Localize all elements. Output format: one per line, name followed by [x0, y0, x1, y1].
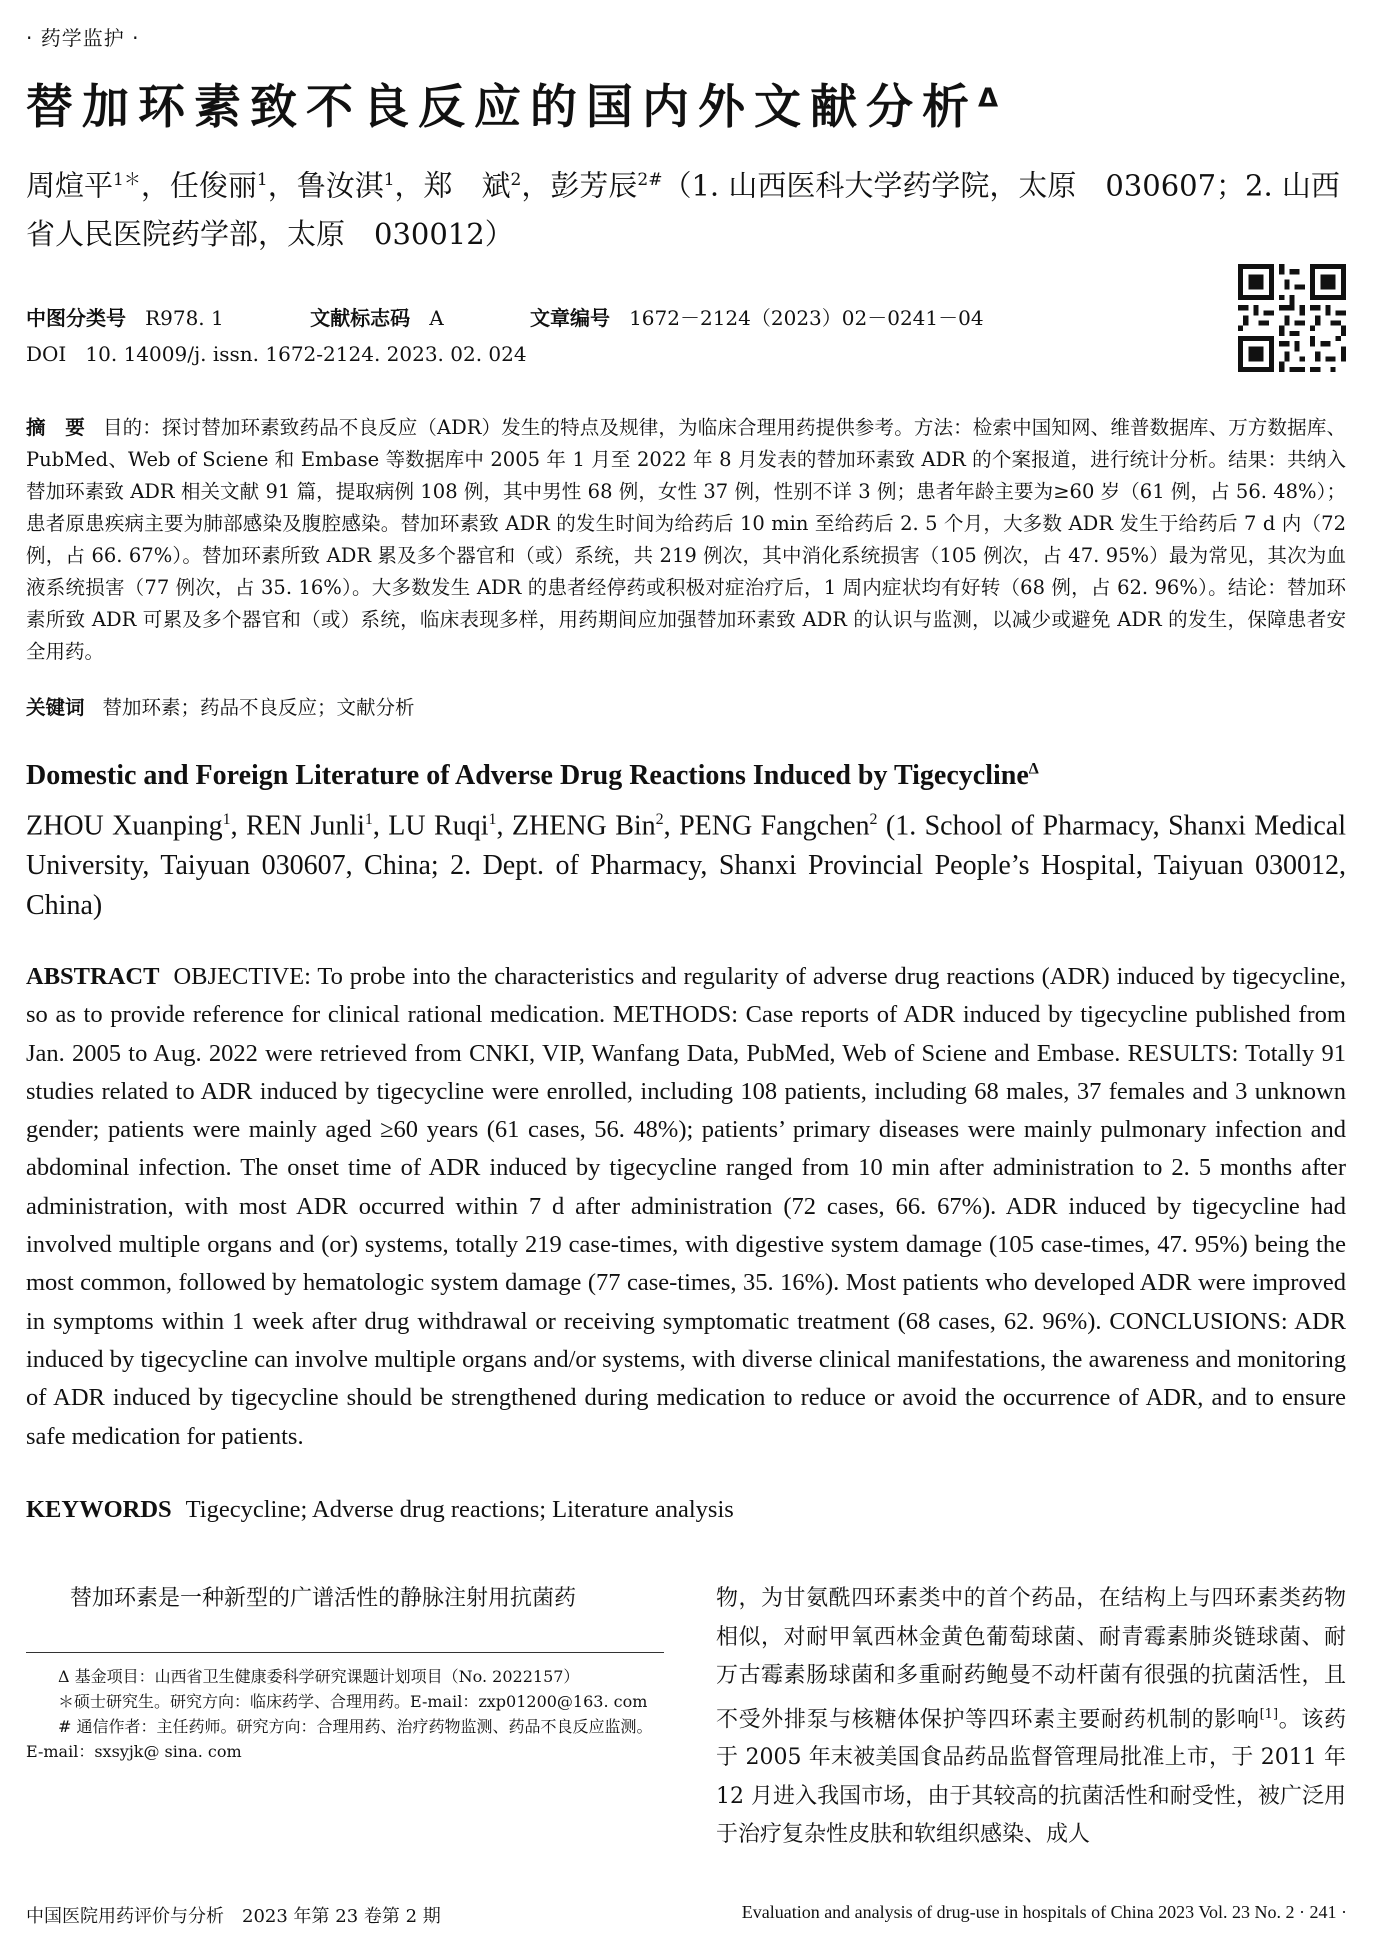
author-name-en: ZHOU Xuanping	[26, 810, 223, 842]
section-tag: · 药学监护 ·	[26, 26, 140, 50]
body-paragraph-right	[716, 1580, 1346, 1855]
author-name-en: , ZHENG Bin	[496, 810, 656, 842]
keywords-en-text: Tigecycline; Adverse drug reactions; Literature analysis	[185, 1496, 734, 1523]
affiliation-cn: （1. 山西医科大学药学院，太原 030607；2. 山西省人民医院药学部，太原 030012）	[26, 168, 1340, 251]
author-list-en	[26, 800, 1346, 926]
keywords-en	[26, 1496, 734, 1524]
footnote-divider	[26, 1652, 664, 1653]
author-name-en: , PENG Fangchen	[663, 810, 870, 842]
author-sup: 1	[256, 170, 268, 190]
doc-code-label: 文献标志码	[310, 306, 411, 330]
keywords-cn-text: 替加环素；药品不良反应；文献分析	[102, 696, 415, 719]
author-sup-en: 1	[488, 811, 497, 828]
author-sup-en: 1	[364, 811, 373, 828]
article-title-en	[26, 760, 1039, 792]
abstract-en-label: ABSTRACT	[26, 963, 160, 990]
title-fund-mark: Δ	[978, 83, 999, 114]
article-no-label: 文章编号	[530, 306, 610, 330]
title-en-text: Domestic and Foreign Literature of Adverse Drug Reactions Induced by Tigecycline	[26, 760, 1029, 791]
doi-label: DOI	[26, 342, 67, 366]
body-text: 。该药于 2005 年末被美国食品药品监督管理局批准上市，于 2011 年 12 月进入我国市场，由于其较高的抗菌活性和耐受性，被广泛用于治疗复杂性皮肤和软组织感染、成人	[716, 1706, 1346, 1848]
article-no-value: 1672－2124（2023）02－0241－04	[629, 306, 984, 330]
title-cn-text: 替加环素致不良反应的国内外文献分析	[26, 80, 978, 135]
footer-journal-en: Evaluation and analysis of drug-use in hospitals of China 2023 Vol. 23 No. 2 · 241 ·	[741, 1902, 1347, 1922]
abstract-en-text: OBJECTIVE: To probe into the characteristics and regularity of adverse drug reactions (ADR) induced by tigecycline, so as to provide reference for clinical rational medication. METHODS: Case reports of ADR induced by tigecycline published from Jan. 2005 to Aug. 2022 were retrieved from CNKI, VIP, Wanfang Data, PubMed, Web of Sciene and Embase. RESULTS: Totally 91 studies related to ADR induced by tigecycline were enrolled, including 108 patients, including 68 males, 37 females and 3 unknown gender; patients were mainly aged ≥60 years (61 cases, 56. 48%); patients’ primary diseases were mainly pulmonary infection and abdominal infection. The onset time of ADR induced by tigecycline ranged from 10 min after administration to 2. 5 months after administration, with most ADR occurred within 7 d after administration (72 cases, 66. 67%). ADR induced by tigecycline had involved multiple organs and (or) systems, totally 219 case-times, with digestive system damage (105 case-times, 47. 95%) being the most common, followed by hematologic system damage (77 case-times, 35. 16%). Most patients who developed ADR were improved in symptoms within 1 week after drug withdrawal or receiving symptomatic treatment (68 cases, 62. 96%). CONCLUSIONS: ADR induced by tigecycline can involve multiple organs and/or systems, with diverse clinical manifestations, the awareness and monitoring of ADR induced by tigecycline should be strengthened during medication to reduce or avoid the occurrence of ADR, and to ensure safe medication for patients.	[26, 963, 1346, 1450]
author-sup: 2	[510, 170, 522, 190]
footnote-first-author: ＊硕士研究生。研究方向：临床药学、合理用药。E-mail：zxp01200@163. com	[58, 1692, 648, 1711]
author-sup-en: 2	[869, 811, 878, 828]
author-name-en: , REN Junli	[230, 810, 365, 842]
qr-code-icon[interactable]	[1238, 264, 1346, 372]
class-label: 中图分类号	[26, 306, 126, 330]
author-sup: 2#	[637, 170, 663, 190]
footnote-corresponding: # 通信作者：主任药师。研究方向：合理用药、治疗药物监测、药品不良反应监测。E-mail：sxsyjk@ sina. com	[26, 1717, 653, 1761]
author-sup: 1＊	[113, 170, 141, 190]
footnote-fund: Δ 基金项目：山西省卫生健康委科学研究课题计划项目（No. 2022157）	[58, 1667, 580, 1686]
author-sup: 1	[383, 170, 395, 190]
abstract-cn-label: 摘 要	[26, 416, 85, 439]
author-sup-en: 1	[222, 811, 231, 828]
author-name-en: , LU Ruqi	[372, 810, 489, 842]
reference-citation[interactable]: [1]	[1259, 1706, 1279, 1722]
title-en-fund-mark: Δ	[1028, 760, 1039, 778]
body-text: 物，为甘氨酰四环素类中的首个药品，在结构上与四环素类药物相似，对耐甲氧西林金黄色葡萄球菌、耐青霉素肺炎链球菌、耐万古霉素肠球菌和多重耐药鲍曼不动杆菌有很强的抗菌活性，且不受外排泵与核糖体保护等四环素主要耐药机制的影响	[716, 1586, 1346, 1732]
author-sup-en: 2	[655, 811, 664, 828]
doc-code-value: A	[429, 306, 444, 330]
class-value: R978. 1	[145, 306, 224, 330]
doi-value[interactable]: 10. 14009/j. issn. 1672-2124. 2023. 02. 024	[85, 342, 527, 366]
abstract-cn-text: 目的：探讨替加环素致药品不良反应（ADR）发生的特点及规律，为临床合理用药提供参考。方法：检索中国知网、维普数据库、万方数据库、PubMed、Web of Sciene 和 Embase 等数据库中 2005 年 1 月至 2022 年 8 月发表的替加环素致 ADR 的个案报道，进行统计分析。结果：共纳入替加环素致 ADR 相关文献 91 篇，提取病例 108 例，其中男性 68 例，女性 37 例，性别不详 3 例；患者年龄主要为≥60 岁（61 例，占 56. 48%）；患者原患疾病主要为肺部感染及腹腔感染。替加环素致 ADR 的发生时间为给药后 10 min 至给药后 2. 5 个月，大多数 ADR 发生于给药后 7 d 内（72 例，占 66. 67%）。替加环素所致 ADR 累及多个器官和（或）系统，共 219 例次，其中消化系统损害（105 例次，占 47. 95%）最为常见，其次为血液系统损害（77 例次，占 35. 16%）。大多数发生 ADR 的患者经停药或积极对症治疗后，1 周内症状均有好转（68 例，占 62. 96%）。结论：替加环素所致 ADR 可累及多个器官和（或）系统，临床表现多样，用药期间应加强替加环素致 ADR 的认识与监测，以减少或避免 ADR 的发生，保障患者安全用药。	[26, 416, 1346, 663]
body-paragraph-left: 替加环素是一种新型的广谱活性的静脉注射用抗菌药	[70, 1586, 577, 1611]
footer-journal-cn: 中国医院用药评价与分析 2023 年第 23 卷第 2 期	[26, 1906, 441, 1927]
author-name: ，任俊丽	[140, 168, 257, 203]
keywords-cn	[26, 692, 415, 720]
author-name: ，彭芳辰	[521, 168, 638, 203]
abstract-en	[26, 958, 1346, 1456]
doi-line	[26, 342, 527, 366]
abstract-cn	[26, 412, 1346, 668]
classification-line	[26, 302, 984, 331]
article-title-cn	[26, 70, 998, 137]
footnotes	[26, 1664, 664, 1764]
keywords-cn-label: 关键词	[26, 696, 85, 719]
author-name: ，郑 斌	[394, 168, 511, 203]
affiliation-en: (1. School of Pharmacy, Shanxi Medical University, Taiyuan 030607, China; 2. Dept. of Pharmacy, Shanxi Provincial People’s Hospital, Taiyuan 030012, China)	[26, 810, 1347, 922]
keywords-en-label: KEYWORDS	[26, 1496, 172, 1523]
author-list-cn	[26, 156, 1346, 258]
author-name: 周煊平	[26, 168, 114, 203]
author-name: ，鲁汝淇	[267, 168, 384, 203]
